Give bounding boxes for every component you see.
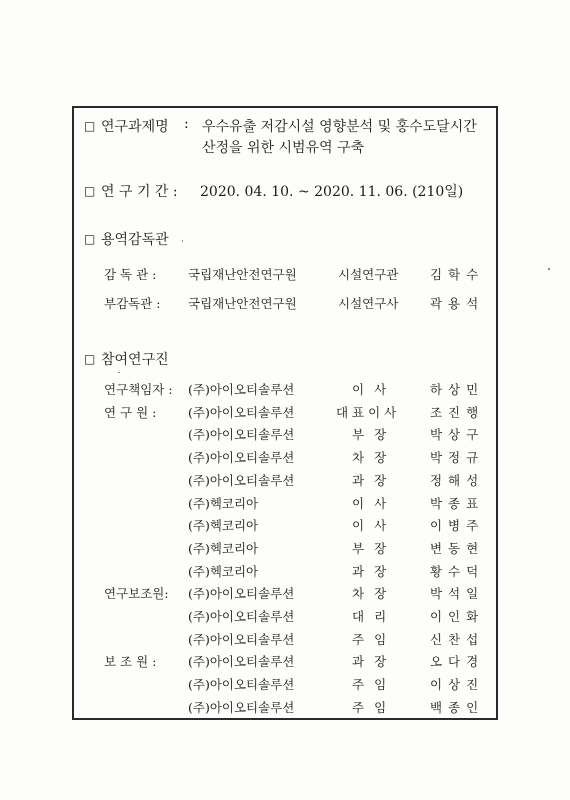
person-org: (주)아이오티솔루션: [188, 631, 295, 647]
supervisor-role: 감 독 관 :: [104, 267, 157, 282]
person-name: 하 상 민: [430, 382, 480, 397]
person-role: 연구보조원:: [104, 586, 169, 602]
person-position: 부장: [352, 427, 397, 443]
scan-speck: [548, 268, 550, 270]
person-org: (주)헥코리아: [188, 540, 259, 556]
person-position: 주임: [352, 677, 397, 693]
person-role: 연 구 원 :: [104, 404, 157, 420]
person-name: 변 동 현: [430, 540, 480, 556]
person-name: 이 병 주: [430, 518, 480, 534]
person-name: 황 수 덕: [430, 563, 480, 579]
period-bullet: □: [84, 184, 96, 198]
person-name: 조 진 행: [430, 404, 480, 420]
person-name: 백 종 인: [430, 699, 480, 715]
person-role: 연구책임자 :: [104, 382, 173, 397]
project-title-bullet: □: [84, 119, 96, 133]
person-org: (주)아이오티솔루션: [188, 609, 295, 624]
supervisor-position: 시설연구관: [338, 267, 399, 282]
researchers-heading: 참여연구진: [101, 352, 169, 368]
person-position: 주임: [352, 699, 397, 715]
person-org: (주)아이오티솔루션: [188, 427, 295, 443]
supervisor-org: 국립재난안전연구원: [188, 267, 297, 282]
person-position: 이사: [352, 495, 397, 511]
person-position: 과장: [352, 472, 397, 488]
person-name: 박 종 표: [430, 495, 480, 511]
person-org: (주)아이오티솔루션: [188, 450, 295, 466]
project-title-label: 연구과제명: [101, 119, 169, 135]
scan-speck: [118, 372, 120, 373]
person-position: 부장: [352, 540, 397, 556]
person-position: 차장: [352, 450, 397, 466]
person-position: 주임: [352, 631, 397, 647]
supervisor-name: 김 학 수: [430, 267, 480, 282]
person-org: (주)헥코리아: [188, 495, 259, 511]
person-name: 오 다 경: [430, 654, 480, 670]
person-position: 차장: [352, 586, 397, 602]
person-position: 이사: [352, 382, 397, 397]
person-org: (주)아이오티솔루션: [188, 382, 295, 397]
person-name: 박 석 일: [430, 586, 480, 602]
period-label: 연 구 기 간 :: [101, 184, 178, 200]
project-title-colon: :: [184, 116, 189, 132]
supervisor-role: 부감독관 :: [104, 296, 161, 311]
supervisor-position: 시설연구사: [338, 296, 399, 311]
scan-speck: [182, 240, 183, 242]
supervisor-org: 국립재난안전연구원: [188, 296, 297, 311]
person-org: (주)헥코리아: [188, 518, 259, 534]
person-role: 보 조 원 :: [104, 654, 157, 670]
person-position: 대 표 이 사: [336, 404, 397, 420]
project-title-line2: 산정을 위한 시범유역 구축: [202, 140, 365, 156]
person-name: 이 인 화: [430, 609, 480, 624]
person-org: (주)아이오티솔루션: [188, 404, 295, 420]
person-position: 과장: [352, 654, 397, 670]
person-name: 정 해 성: [430, 472, 480, 488]
person-org: (주)아이오티솔루션: [188, 654, 295, 670]
person-name: 이 상 진: [430, 677, 480, 693]
person-name: 신 찬 섭: [430, 631, 480, 647]
supervisor-name: 곽 용 석: [430, 296, 480, 311]
person-org: (주)헥코리아: [188, 563, 259, 579]
person-org: (주)아이오티솔루션: [188, 699, 295, 715]
period-value: 2020. 04. 10. ~ 2020. 11. 06. (210일): [200, 184, 464, 200]
researchers-bullet: □: [84, 352, 96, 366]
person-position: 대리: [352, 609, 397, 624]
supervision-heading: 용역감독관: [101, 232, 169, 248]
person-org: (주)아이오티솔루션: [188, 472, 295, 488]
person-position: 과장: [352, 563, 397, 579]
person-name: 박 정 규: [430, 450, 480, 466]
person-org: (주)아이오티솔루션: [188, 586, 295, 602]
person-position: 이사: [352, 518, 397, 534]
person-name: 박 상 구: [430, 427, 480, 443]
supervision-bullet: □: [84, 232, 96, 246]
project-title-line1: 우수유출 저감시설 영향분석 및 홍수도달시간: [202, 119, 477, 135]
person-org: (주)아이오티솔루션: [188, 677, 295, 693]
